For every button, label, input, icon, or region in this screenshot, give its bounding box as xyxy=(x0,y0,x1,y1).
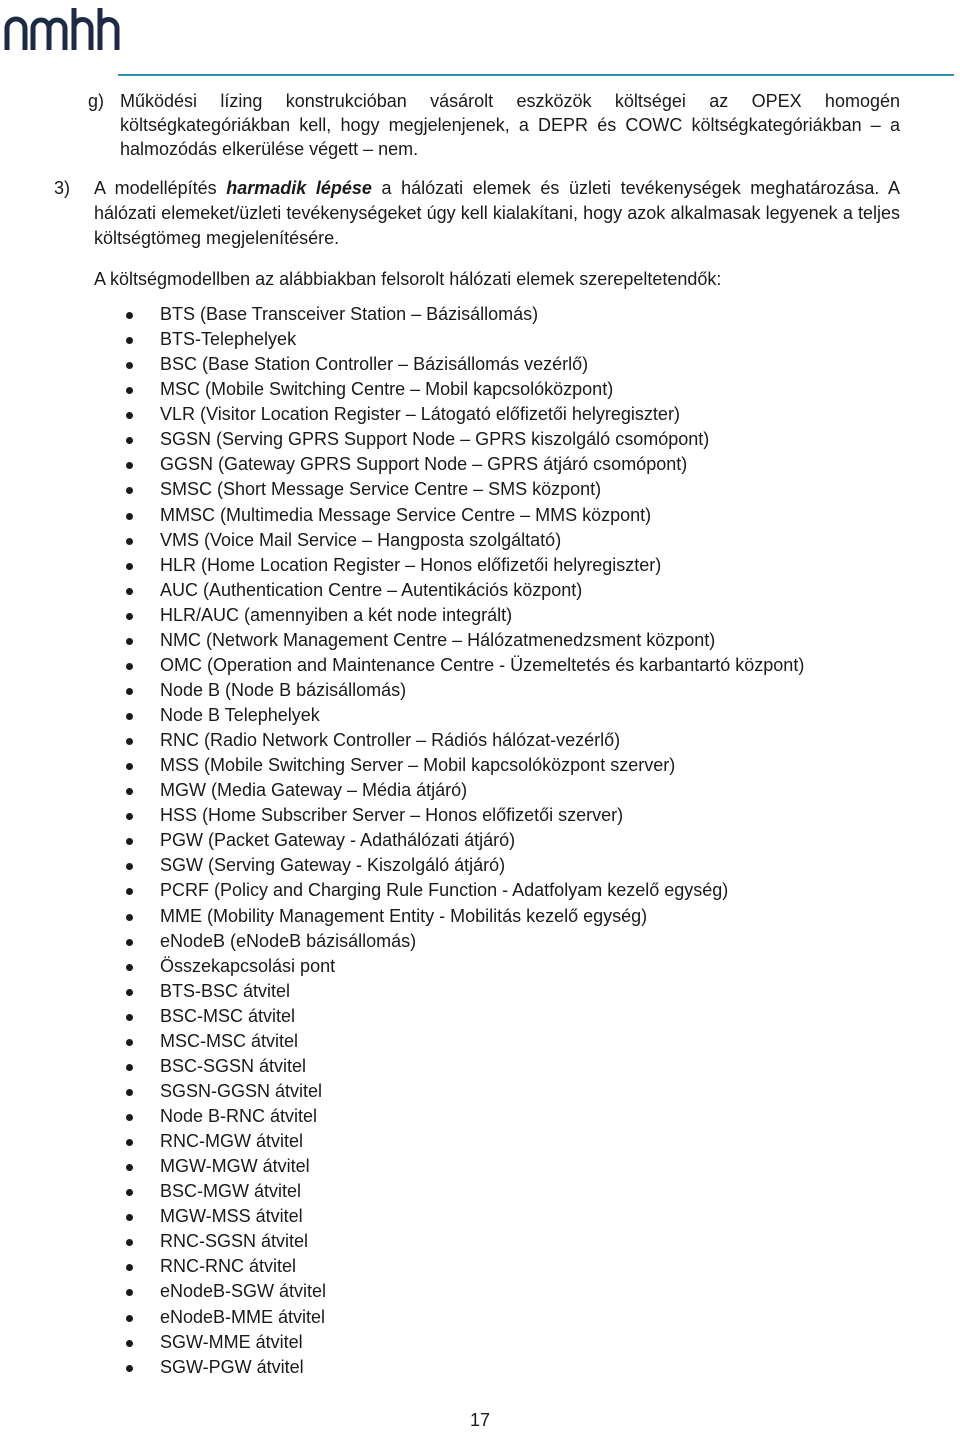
list-item-text: Node B-RNC átvitel xyxy=(160,1106,318,1126)
bullet-dot-icon xyxy=(126,387,133,394)
list-item-text: PCRF (Policy and Charging Rule Function - Adatfolyam kezelő egység) xyxy=(160,880,729,901)
bullet-dot-icon xyxy=(126,1139,133,1146)
list-item-text: SGW-MME átvitel xyxy=(160,1331,303,1352)
list-item-text: MGW (Media Gateway – Média átjáró) xyxy=(160,780,468,801)
list-item xyxy=(126,553,906,578)
list-item xyxy=(126,427,906,452)
bullet-dot-icon xyxy=(126,588,133,595)
list-item xyxy=(126,402,906,427)
list-item xyxy=(126,753,906,778)
bullet-dot-icon xyxy=(126,1064,133,1071)
bullet-dot-icon xyxy=(126,462,133,469)
list-item xyxy=(126,1229,906,1254)
list-item xyxy=(126,929,906,954)
bullet-dot-icon xyxy=(126,1014,133,1021)
list-item xyxy=(126,1104,906,1129)
nmhh-logo-icon xyxy=(4,4,124,52)
list-item xyxy=(126,1204,906,1229)
bullet-dot-icon xyxy=(126,813,133,820)
text-after-emphasis: a hálózati elemek és üzleti tevékenységek meghatározása. A hálózati elemeket/üzleti tevékenységeket úgy kell kialakítani, hogy azok alkalmasak legyenek a teljes költségtömeg megjelenítésére. xyxy=(94,178,900,248)
list-item xyxy=(126,828,906,853)
bullet-dot-icon xyxy=(126,838,133,845)
list-item xyxy=(126,878,906,903)
list-item xyxy=(126,503,906,528)
list-item xyxy=(126,653,906,678)
list-item xyxy=(126,377,906,402)
list-item xyxy=(126,327,906,352)
list-item-text: SGSN (Serving GPRS Support Node – GPRS kiszolgáló csomópont) xyxy=(160,429,710,450)
bullet-dot-icon xyxy=(126,1239,133,1246)
list-item xyxy=(126,628,906,653)
list-item xyxy=(126,853,906,878)
list-item-text: RNC-MGW átvitel xyxy=(160,1131,303,1152)
list-item-text: SGW (Serving Gateway - Kiszolgáló átjáró) xyxy=(160,855,506,876)
bullet-dot-icon xyxy=(126,362,133,369)
list-item-text: PGW (Packet Gateway - Adathálózati átjáró) xyxy=(160,830,516,851)
bullet-dot-icon xyxy=(126,1214,133,1221)
list-item-text: NMC (Network Management Centre – Hálózatmenedzsment központ) xyxy=(160,629,716,650)
list-item xyxy=(126,302,906,327)
list-item xyxy=(126,803,906,828)
bullet-dot-icon xyxy=(126,939,133,946)
list-item xyxy=(126,1129,906,1154)
bullet-dot-icon xyxy=(126,487,133,494)
bullet-dot-icon xyxy=(126,763,133,770)
bullet-dot-icon xyxy=(126,1114,133,1121)
bullet-dot-icon xyxy=(126,1365,133,1372)
bullet-dot-icon xyxy=(126,964,133,971)
list-item-text: Node B Telephelyek xyxy=(160,705,320,725)
list-item-text: AUC (Authentication Centre – Autentikációs központ) xyxy=(160,579,583,600)
bullet-dot-icon xyxy=(126,713,133,720)
list-item xyxy=(126,979,906,1004)
list-item-text: MMSC (Multimedia Message Service Centre – MMS központ) xyxy=(160,504,652,525)
list-item-text: RNC (Radio Network Controller – Rádiós hálózat-vezérlő) xyxy=(160,730,621,751)
bullet-dot-icon xyxy=(126,1164,133,1171)
list-item-text: MSC-MSC átvitel xyxy=(160,1030,299,1051)
list-item xyxy=(126,1054,906,1079)
list-item-text: BSC (Base Station Controller – Bázisállomás vezérlő) xyxy=(160,354,589,375)
bullet-dot-icon xyxy=(126,613,133,620)
list-item-text: eNodeB (eNodeB bázisállomás) xyxy=(160,930,417,951)
bullet-dot-icon xyxy=(126,337,133,344)
list-item-text: eNodeB-SGW átvitel xyxy=(160,1281,327,1302)
bullet-dot-icon xyxy=(126,513,133,520)
bullet-dot-icon xyxy=(126,888,133,895)
list-item-text: SGW-PGW átvitel xyxy=(160,1356,304,1377)
list-item xyxy=(126,1279,906,1304)
list-item xyxy=(126,678,906,703)
paragraph-text: Működési lízing konstrukcióban vásárolt eszközök költségei az OPEX homogén költségkategóriákban kell, hogy megjelenjenek, a DEPR és COWC költségkategóriákban – a halmozódás elkerülése végett – nem. xyxy=(120,91,900,159)
list-item-text: eNodeB-MME átvitel xyxy=(160,1306,326,1327)
list-item xyxy=(126,578,906,603)
list-item-text: GGSN (Gateway GPRS Support Node – GPRS átjáró csomópont) xyxy=(160,454,688,475)
list-item-text: HLR (Home Location Register – Honos előfizetői helyregiszter) xyxy=(160,554,662,575)
page-number: 17 xyxy=(469,1410,491,1430)
list-marker: 3) xyxy=(54,178,71,198)
list-item-text: Összekapcsolási pont xyxy=(160,955,336,976)
network-elements-list xyxy=(126,302,906,1380)
list-item xyxy=(126,778,906,803)
bullet-dot-icon xyxy=(126,863,133,870)
bullet-dot-icon xyxy=(126,688,133,695)
list-item-text: MSC (Mobile Switching Centre – Mobil kapcsolóközpont) xyxy=(160,379,614,400)
bullet-dot-icon xyxy=(126,312,133,319)
list-item xyxy=(126,603,906,628)
header-divider xyxy=(118,74,954,76)
emphasized-text: harmadik lépése xyxy=(226,178,372,198)
list-item-text: MGW-MSS átvitel xyxy=(160,1206,303,1227)
list-item-text: MME (Mobility Management Entity - Mobilitás kezelő egység) xyxy=(160,905,648,926)
list-item-text: VMS (Voice Mail Service – Hangposta szolgáltató) xyxy=(160,529,562,550)
list-item xyxy=(126,1305,906,1330)
list-item xyxy=(126,477,906,502)
bullet-dot-icon xyxy=(126,563,133,570)
bullet-dot-icon xyxy=(126,638,133,645)
list-item xyxy=(126,954,906,979)
list-item-text: VLR (Visitor Location Register – Látogató előfizetői helyregiszter) xyxy=(160,404,680,425)
list-item-text: MGW-MGW átvitel xyxy=(160,1156,310,1177)
list-item xyxy=(126,1079,906,1104)
list-item xyxy=(126,452,906,477)
list-item-text: BTS (Base Transceiver Station – Bázisállomás) xyxy=(160,304,539,324)
list-item xyxy=(126,1029,906,1054)
list-item xyxy=(126,1154,906,1179)
bullet-dot-icon xyxy=(126,663,133,670)
list-item-text: RNC-RNC átvitel xyxy=(160,1256,297,1277)
paragraph-text xyxy=(94,176,900,251)
bullet-dot-icon xyxy=(126,989,133,996)
bullet-dot-icon xyxy=(126,1289,133,1296)
list-item xyxy=(126,528,906,553)
page-header xyxy=(0,0,960,80)
list-item xyxy=(126,1254,906,1279)
bullet-dot-icon xyxy=(126,538,133,545)
list-item xyxy=(126,728,906,753)
bullet-dot-icon xyxy=(126,1189,133,1196)
list-item xyxy=(126,1330,906,1355)
paragraph-g xyxy=(88,89,900,161)
list-item-text: BTS-BSC átvitel xyxy=(160,980,291,1001)
list-item-text: BTS-Telephelyek xyxy=(160,329,297,350)
list-item-text: Node B (Node B bázisállomás) xyxy=(160,679,407,700)
bullet-dot-icon xyxy=(126,738,133,745)
bullet-dot-icon xyxy=(126,1340,133,1347)
bullet-dot-icon xyxy=(126,1089,133,1096)
bullet-dot-icon xyxy=(126,1264,133,1271)
text-before-emphasis: A modellépítés xyxy=(94,178,227,198)
list-item-text: MSS (Mobile Switching Server – Mobil kapcsolóközpont szerver) xyxy=(160,755,676,776)
list-intro: A költségmodellben az alábbiakban felsorolt hálózati elemek szerepeltetendők: xyxy=(94,269,722,289)
list-item xyxy=(126,904,906,929)
bullet-dot-icon xyxy=(126,1315,133,1322)
numbered-item-3 xyxy=(54,176,900,251)
list-item-text: BSC-SGSN átvitel xyxy=(160,1055,307,1076)
list-item-text: HLR/AUC (amennyiben a két node integrált) xyxy=(160,604,513,625)
list-item xyxy=(126,1004,906,1029)
list-item-text: OMC (Operation and Maintenance Centre - Üzemeltetés és karbantartó központ) xyxy=(160,654,805,675)
bullet-dot-icon xyxy=(126,1039,133,1046)
list-item-text: BSC-MGW átvitel xyxy=(160,1181,302,1202)
bullet-dot-icon xyxy=(126,437,133,444)
list-item xyxy=(126,1179,906,1204)
list-item-text: HSS (Home Subscriber Server – Honos előfizetői szerver) xyxy=(160,805,624,826)
bullet-dot-icon xyxy=(126,914,133,921)
list-item xyxy=(126,1355,906,1380)
list-marker: g) xyxy=(88,91,105,111)
bullet-dot-icon xyxy=(126,412,133,419)
bullet-dot-icon xyxy=(126,788,133,795)
list-item-text: SMSC (Short Message Service Centre – SMS központ) xyxy=(160,479,602,500)
list-item-text: SGSN-GGSN átvitel xyxy=(160,1080,323,1101)
list-item xyxy=(126,352,906,377)
list-item-text: BSC-MSC átvitel xyxy=(160,1005,296,1026)
list-item-text: RNC-SGSN átvitel xyxy=(160,1231,309,1252)
list-item xyxy=(126,703,906,728)
